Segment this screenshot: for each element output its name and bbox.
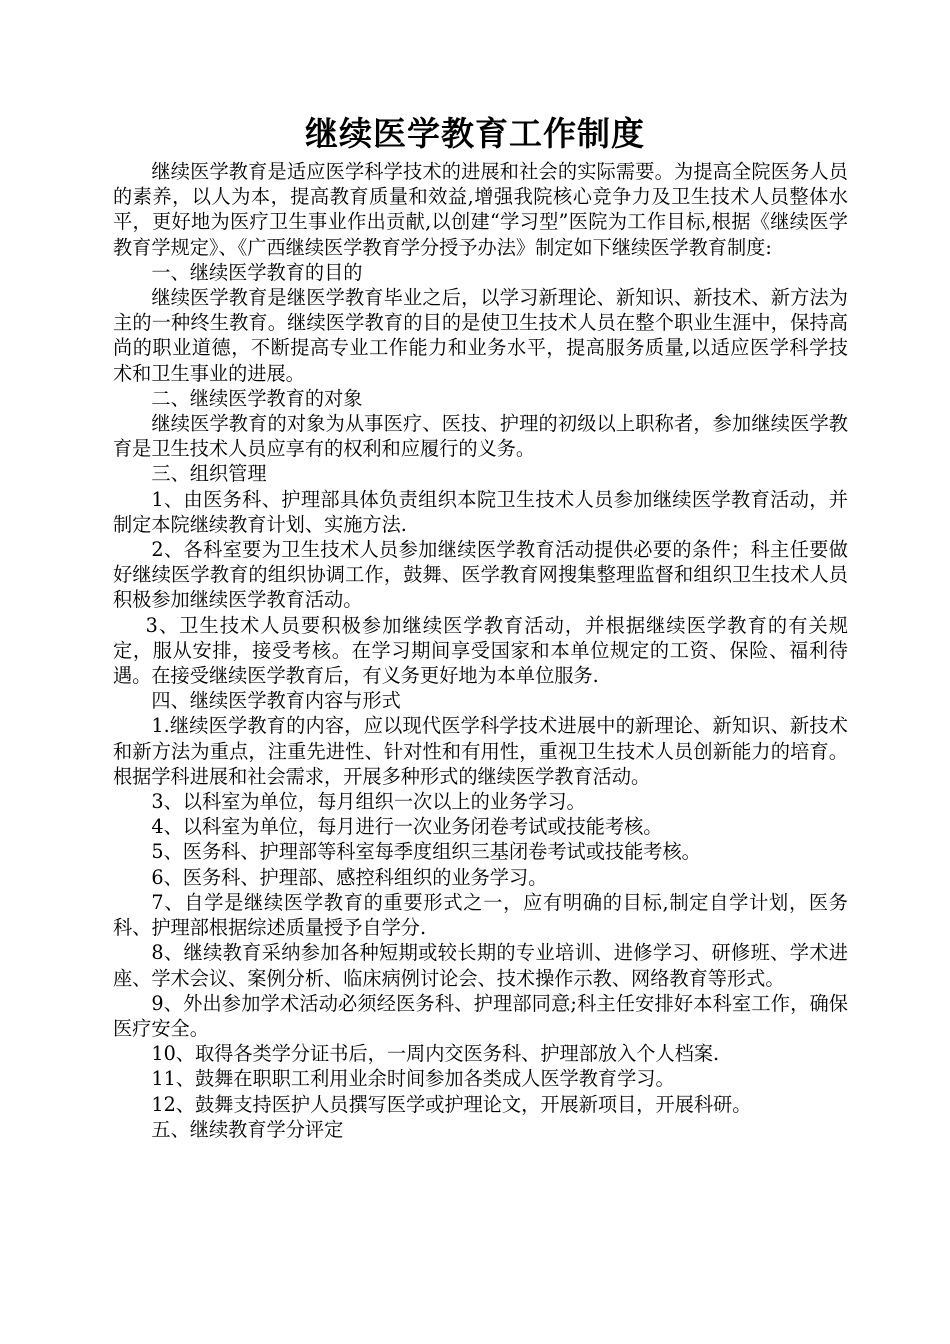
section-heading-content: 四、继续医学教育内容与形式 <box>151 689 401 713</box>
list-item: 12、鼓舞支持医护人员撰写医学或护理论文，开展新项目，开展科研。 <box>151 1092 752 1116</box>
list-item: 3、卫生技术人员要积极参加继续医学教育活动，并根据继续医学教育的有关规定，服从安排，接受考核。在学习期间享受国家和本单位规定的工资、保险、福利待遇。在接受继续医学教育后，有义务更好地为本单位服务. <box>113 613 848 688</box>
paragraph-audience: 继续医学教育的对象为从事医疗、医技、护理的初级以上职称者，参加继续医学教育是卫生技术人员应享有的权利和应履行的义务。 <box>113 412 848 461</box>
list-item: 4、以科室为单位，每月进行一次业务闭卷考试或技能考核。 <box>151 815 663 839</box>
list-item: 1.继续医学教育的内容，应以现代医学科学技术进展中的新理论、新知识、新技术和新方法为重点，注重先进性、针对性和有用性，重视卫生技术人员创新能力的培育。根据学科进展和社会需求，开展多种形式的继续医学教育活动。 <box>113 714 848 788</box>
section-heading-credits: 五、继续教育学分评定 <box>151 1117 344 1141</box>
list-item: 6、医务科、护理部、感控科组织的业务学习。 <box>151 865 548 889</box>
list-item: 11、鼓舞在职职工利用业余时间参加各类成人医学教育学习。 <box>151 1067 675 1091</box>
list-item: 7、自学是继续医学教育的重要形式之一，应有明确的目标,制定自学计划，医务科、护理部根据综述质量授予自学分. <box>113 890 848 940</box>
list-item: 2、各科室要为卫生技术人员参加继续医学教育活动提供必要的条件；科主任要做好继续医学教育的组织协调工作，鼓舞、医学教育网搜集整理监督和组织卫生技术人员积极参加继续医学教育活动。 <box>113 538 848 612</box>
document-title: 继续医学教育工作制度 <box>305 114 645 153</box>
section-heading-audience: 二、继续医学教育的对象 <box>151 386 363 410</box>
list-item: 3、以科室为单位，每月组织一次以上的业务学习。 <box>151 790 586 814</box>
list-item: 1、由医务科、护理部具体负责组织本院卫生技术人员参加继续医学教育活动，并制定本院继续教育计划、实施方法. <box>113 487 848 536</box>
document-body <box>113 159 848 1142</box>
paragraph-purpose: 继续医学教育是继医学教育毕业之后，以学习新理论、新知识、新技术、新方法为主的一种终生教育。继续医学教育的目的是使卫生技术人员在整个职业生涯中，保持高尚的职业道德，不断提高专业工作能力和业务水平，提高服务质量,以适应医学科学技术和卫生事业的进展。 <box>113 286 848 385</box>
section-heading-management: 三、组织管理 <box>151 462 267 486</box>
section-heading-purpose: 一、继续医学教育的目的 <box>151 260 363 284</box>
list-item: 10、取得各类学分证书后，一周内交医务科、护理部放入个人档案. <box>151 1042 720 1066</box>
list-item: 9、外出参加学术活动必须经医务科、护理部同意;科主任安排好本科室工作，确保医疗安全。 <box>113 991 848 1040</box>
intro-paragraph: 继续医学教育是适应医学科学技术的进展和社会的实际需要。为提高全院医务人员的素养，以人为本，提高教育质量和效益,增强我院核心竞争力及卫生技术人员整体水平，更好地为医疗卫生事业作出贡献,以创建“学习型”医院为工作目标,根据《继续医学教育学规定》、《广西继续医学教育学分授予办法》制定如下继续医学教育制度: <box>113 160 848 259</box>
list-item: 8、继续教育采纳参加各种短期或较长期的专业培训、进修学习、研修班、学术进座、学术会议、案例分析、临床病例讨论会、技术操作示教、网络教育等形式。 <box>113 941 848 990</box>
list-item: 5、医务科、护理部等科室每季度组织三基闭卷考试或技能考核。 <box>151 840 701 864</box>
